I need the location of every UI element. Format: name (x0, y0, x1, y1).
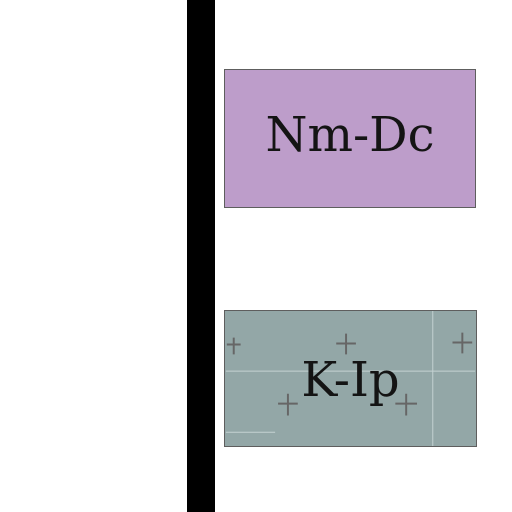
box-label-bottom: K-Ip (301, 351, 400, 408)
plus-mark (227, 338, 241, 355)
box-nm-dc (224, 69, 476, 208)
plus-mark (452, 333, 472, 354)
box-label-top: Nm-Dc (265, 106, 435, 163)
vertical-bar (187, 0, 215, 512)
plus-mark (278, 394, 298, 416)
box-k-ip (224, 310, 477, 447)
